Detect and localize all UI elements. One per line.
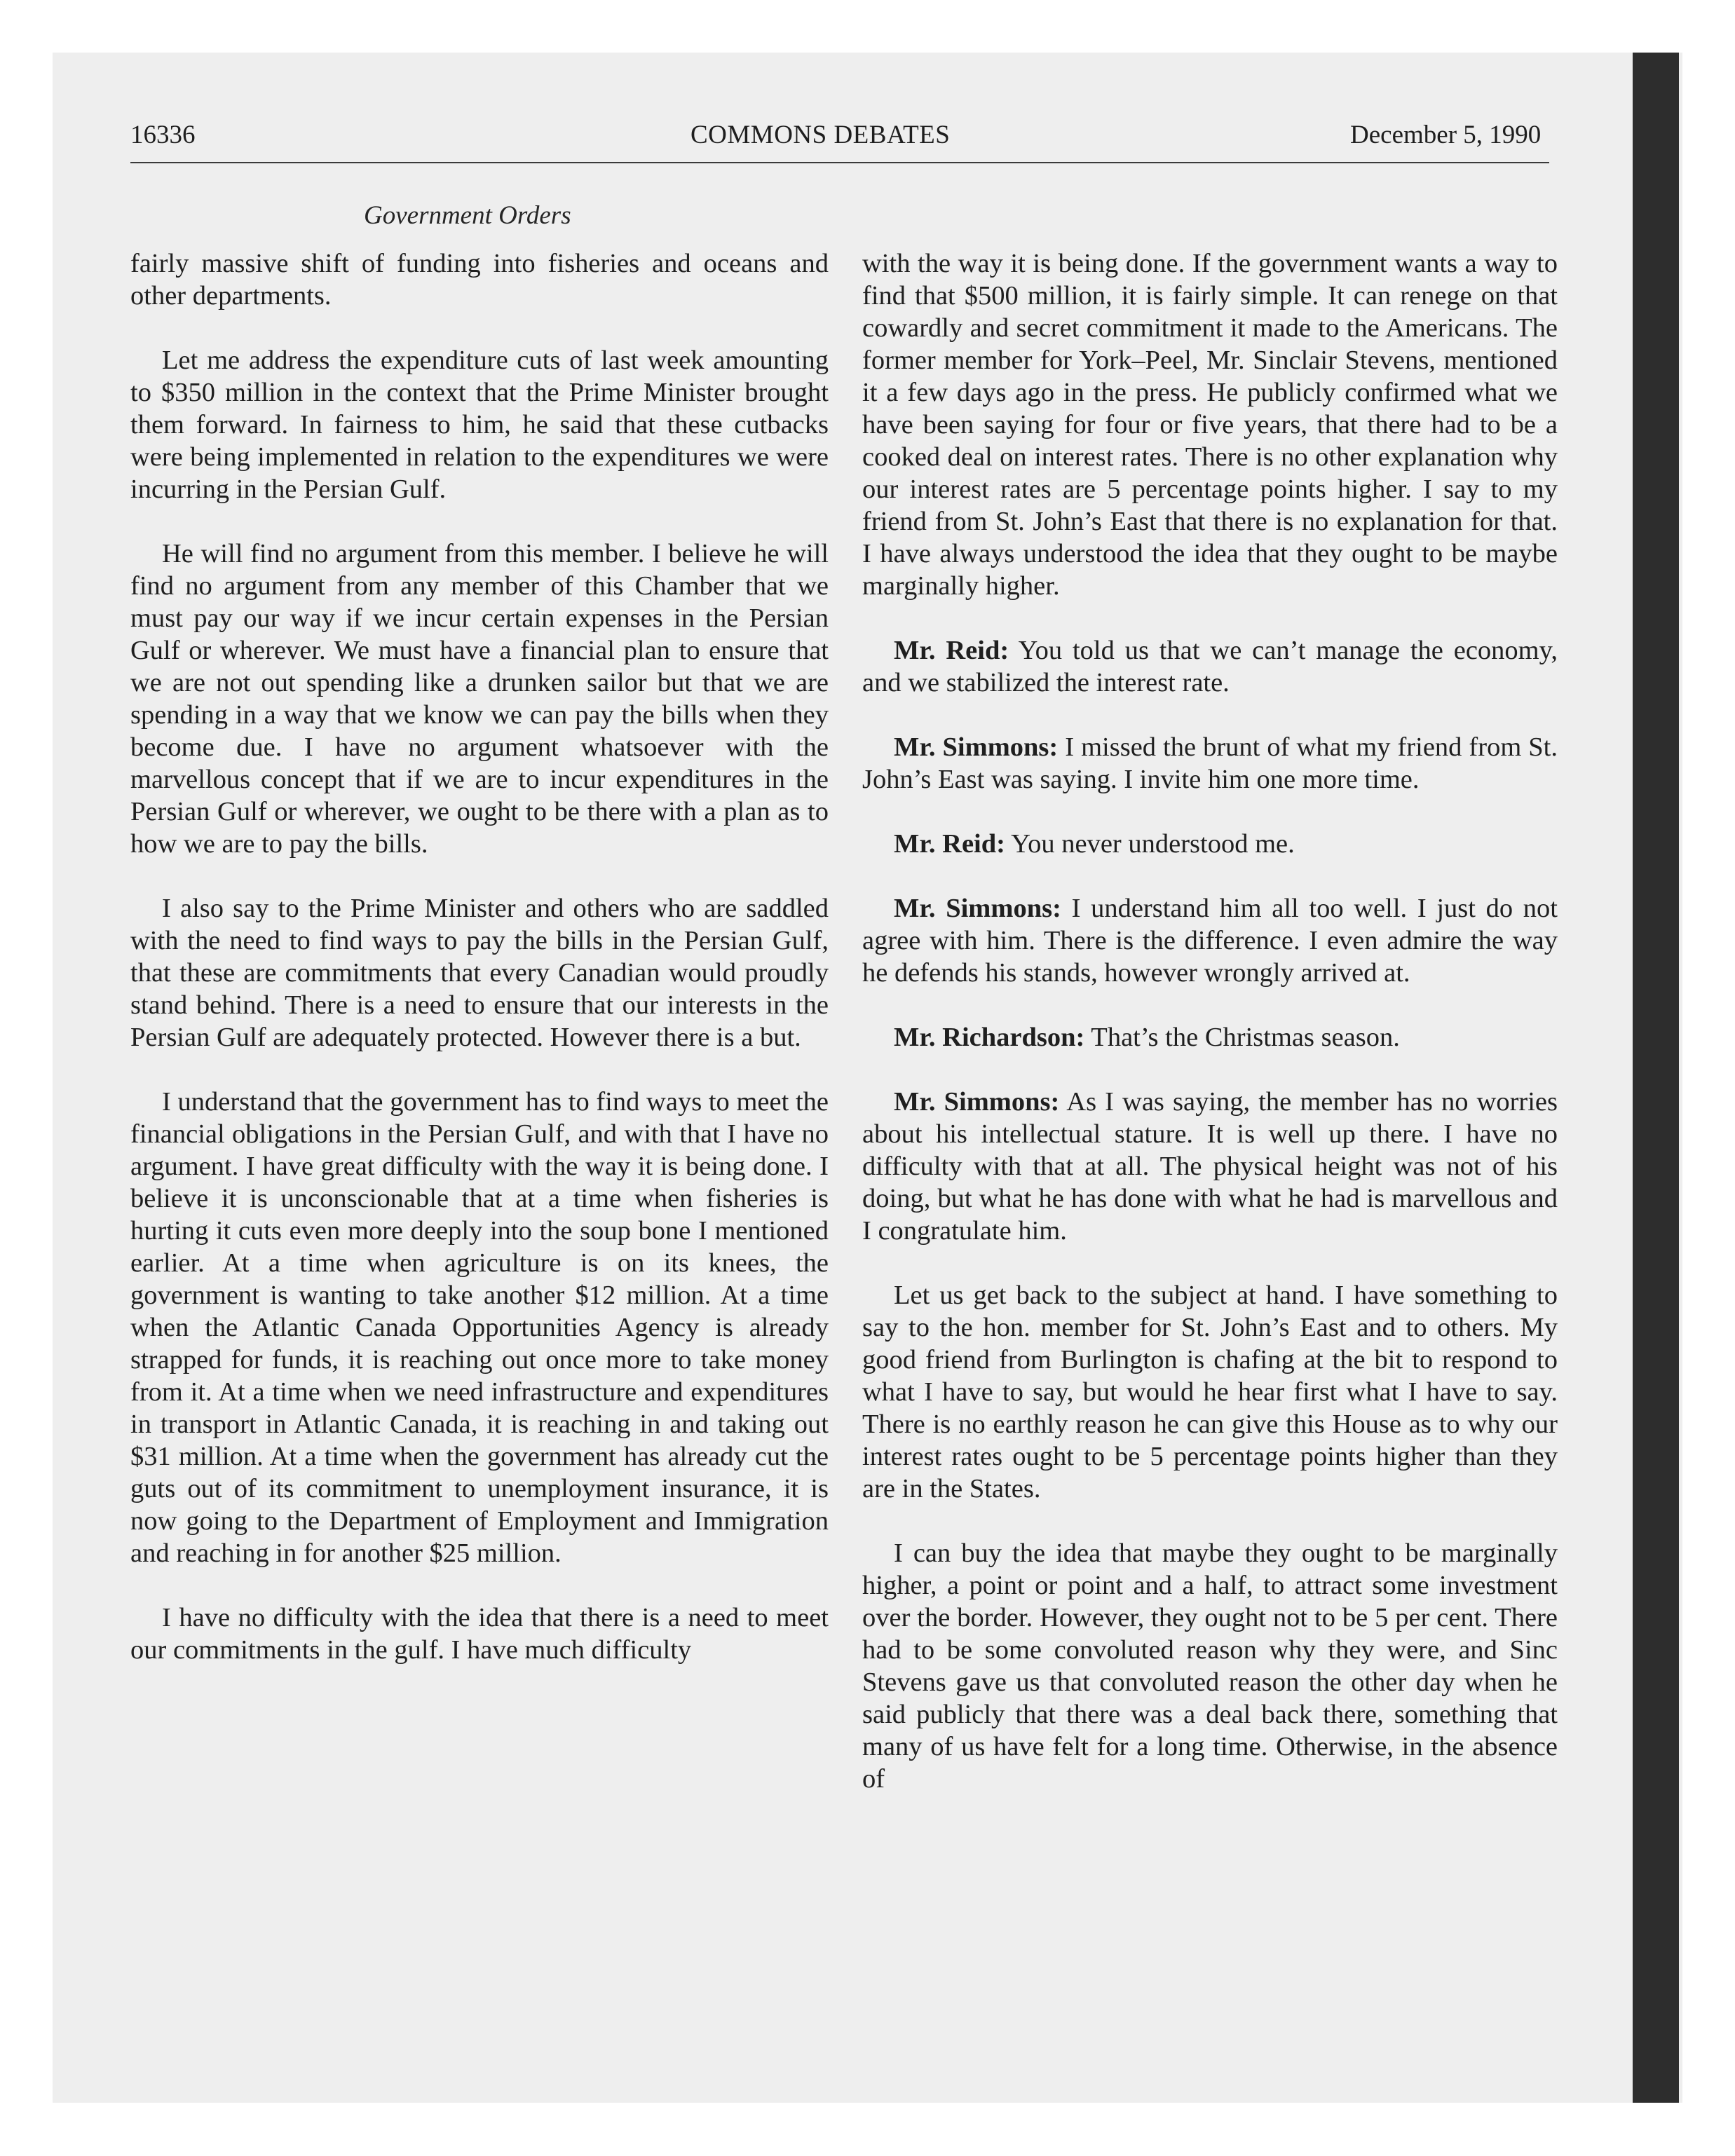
header-rule bbox=[130, 162, 1549, 163]
scan-binding-edge bbox=[1633, 53, 1679, 2103]
speech bbox=[862, 1021, 1558, 1053]
speech-text: You told us that we can’t manage the economy, and we stabilized the interest rate. bbox=[862, 636, 1558, 697]
speech-text: I understand him all too well. I just do not agree with him. There is the difference. I even admire the way he defends his stands, however wrongly arrived at. bbox=[862, 894, 1558, 988]
speaker-name: Mr. Reid: bbox=[894, 636, 1009, 665]
left-column bbox=[130, 247, 829, 1666]
speech-text: As I was saying, the member has no worries about his intellectual stature. It is well up there. I have no difficulty with that at all. The physical height was not of his doing, but what he has done with what he had is marvellous and I congratulate him. bbox=[862, 1087, 1558, 1246]
paragraph bbox=[862, 1279, 1558, 1505]
paragraph-text: I can buy the idea that maybe they ought to be marginally higher, a point or point and a half, to attract some investment over the border. However, they ought not to be 5 per cent. There had to be some convoluted reason why they were, and Sinc Stevens gave us that convoluted reason the other day when he said publicly that there was a deal back there, something that many of us have felt for a long time. Otherwise, in the absence of bbox=[862, 1538, 1558, 1794]
paragraph-text: I also say to the Prime Minister and others who are saddled with the need to find ways to pay the bills in the Persian Gulf, that these are commitments that every Canadian would proudly stand behind. There is a need to ensure that our interests in the Persian Gulf are adequately protected. However there is a but. bbox=[130, 894, 829, 1052]
paragraph bbox=[130, 892, 829, 1053]
paragraph-text: I understand that the government has to find ways to meet the financial obligations in the Persian Gulf, and with that I have no argument. I have great difficulty with the way it is being done. I believe it is unconscionable that at a time when fisheries is hurting it cuts even more deeply into the soup bone I mentioned earlier. At a time when agriculture is on its knees, the government is wanting to take another $12 million. At a time when the Atlantic Canada Opportunities Agency is already strapped for funds, it is reaching out once more to take money from it. At a time when we need infrastructure and expenditures in transport in Atlantic Canada, it is reaching in and taking out $31 million. At a time when the government has already cut the guts out of its commitment to unemployment insurance, it is now going to the Department of Employment and Immigration and reaching in for another $25 million. bbox=[130, 1087, 829, 1568]
page-number: 16336 bbox=[130, 121, 196, 149]
speaker-name: Mr. Simmons: bbox=[894, 1087, 1060, 1117]
paragraph bbox=[862, 1537, 1558, 1795]
paragraph bbox=[130, 538, 829, 860]
speech-text: That’s the Christmas season. bbox=[1091, 1023, 1400, 1052]
paragraph-text: Let us get back to the subject at hand. I have something to say to the hon. member for St. John’s East and to others. My good friend from Burlington is chafing at the bit to respond to what I have to say, but would he hear first what I have to say. There is no earthly reason he can give this House as to why our interest rates ought to be 5 percentage points higher than they are in the States. bbox=[862, 1281, 1558, 1503]
paragraph bbox=[130, 247, 829, 312]
speaker-name: Mr. Simmons: bbox=[894, 894, 1061, 923]
paragraph-text: He will find no argument from this member. I believe he will find no argument from any member of this Chamber that we must pay our way if we incur certain expenses in the Persian Gulf or wherever. We must have a financial plan to ensure that we are not out spending like a drunken sailor but that we are spending in a way that we know we can pay the bills when they become due. I have no argument whatsoever with the marvellous concept that if we are to incur expenditures in the Persian Gulf or wherever, we ought to be there with a plan as to how we are to pay the bills. bbox=[130, 539, 829, 859]
speech-text: I missed the brunt of what my friend from St. John’s East was saying. I invite him one more time. bbox=[862, 732, 1558, 794]
speaker-name: Mr. Simmons: bbox=[894, 732, 1059, 762]
speech bbox=[862, 892, 1558, 989]
speaker-name: Mr. Richardson: bbox=[894, 1023, 1085, 1052]
paragraph-text: I have no difficulty with the idea that there is a need to meet our commitments in the gulf. I have much difficulty bbox=[130, 1603, 829, 1665]
section-title: Government Orders bbox=[364, 201, 571, 230]
paragraph-text: fairly massive shift of funding into fisheries and oceans and other departments. bbox=[130, 249, 829, 311]
speech bbox=[862, 634, 1558, 699]
speech bbox=[862, 731, 1558, 796]
paragraph bbox=[130, 1602, 829, 1666]
speech bbox=[862, 828, 1558, 860]
speaker-name: Mr. Reid: bbox=[894, 829, 1005, 859]
paragraph bbox=[130, 344, 829, 505]
paragraph-text: with the way it is being done. If the government wants a way to find that $500 million, it is fairly simple. It can renege on that cowardly and secret commitment it made to the Americans. The former member for York–Peel, Mr. Sinclair Stevens, mentioned it a few days ago in the press. He publicly confirmed what we have been saying for four or five years, that there had to be a cooked deal on interest rates. There is no other explanation why our interest rates are 5 percentage points higher. I say to my friend from St. John’s East that there is no explanation for that. I have always understood the idea that they ought to be maybe marginally higher. bbox=[862, 249, 1558, 601]
paragraph-text: Let me address the expenditure cuts of last week amounting to $350 million in the context that the Prime Minister brought them forward. In fairness to him, he said that these cutbacks were being implemented in relation to the expenditures we were incurring in the Persian Gulf. bbox=[130, 346, 829, 504]
right-column bbox=[862, 247, 1558, 1795]
paragraph bbox=[130, 1086, 829, 1569]
speech bbox=[862, 1086, 1558, 1247]
journal-title: COMMONS DEBATES bbox=[690, 121, 951, 149]
paragraph bbox=[862, 247, 1558, 602]
issue-date: December 5, 1990 bbox=[1350, 121, 1542, 149]
speech-text: You never understood me. bbox=[1011, 829, 1295, 859]
